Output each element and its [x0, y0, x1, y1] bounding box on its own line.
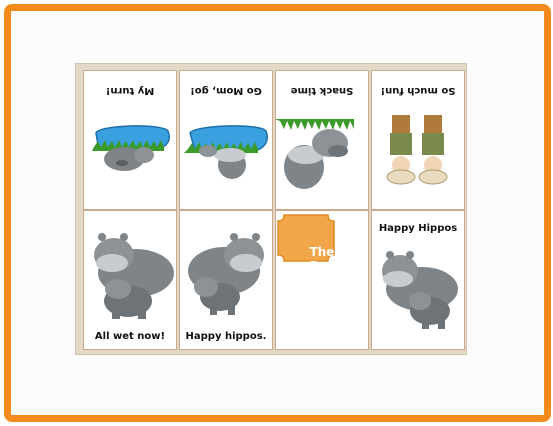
- the-end-line2: End: [309, 259, 335, 273]
- the-end-line1: The: [309, 245, 335, 259]
- card-label: Happy Hippos: [378, 223, 458, 234]
- hippo-in-water-picture: [84, 71, 178, 211]
- mom-and-baby-hippo-picture: [180, 211, 274, 351]
- card-label: All wet now!: [94, 331, 166, 342]
- children-explorers-picture: [372, 71, 466, 211]
- hippo-in-water-picture: [180, 71, 274, 211]
- mom-and-baby-hippo-picture: [84, 211, 178, 351]
- card-happy-hippos-lower: [179, 210, 273, 350]
- card-label: So much fun!: [380, 85, 456, 96]
- card-my-turn: [83, 70, 177, 210]
- card-go-mom-go: [179, 70, 273, 210]
- card-label: Snack time: [290, 85, 354, 96]
- card-snack-time: [275, 70, 369, 210]
- card-label: Go Mom, go!: [190, 85, 262, 96]
- card-label: My turn!: [105, 85, 155, 96]
- card-sheet: [75, 63, 467, 355]
- card-all-wet-now: [83, 210, 177, 350]
- card-the-end: [275, 210, 369, 350]
- hippo-eating-grass-picture: [276, 71, 370, 211]
- card-so-much-fun: [371, 70, 465, 210]
- the-end-title: [292, 245, 352, 273]
- card-happy-hippos-title: [371, 210, 465, 350]
- card-label: Happy hippos.: [185, 331, 267, 342]
- mom-and-baby-hippo-picture: [372, 211, 466, 351]
